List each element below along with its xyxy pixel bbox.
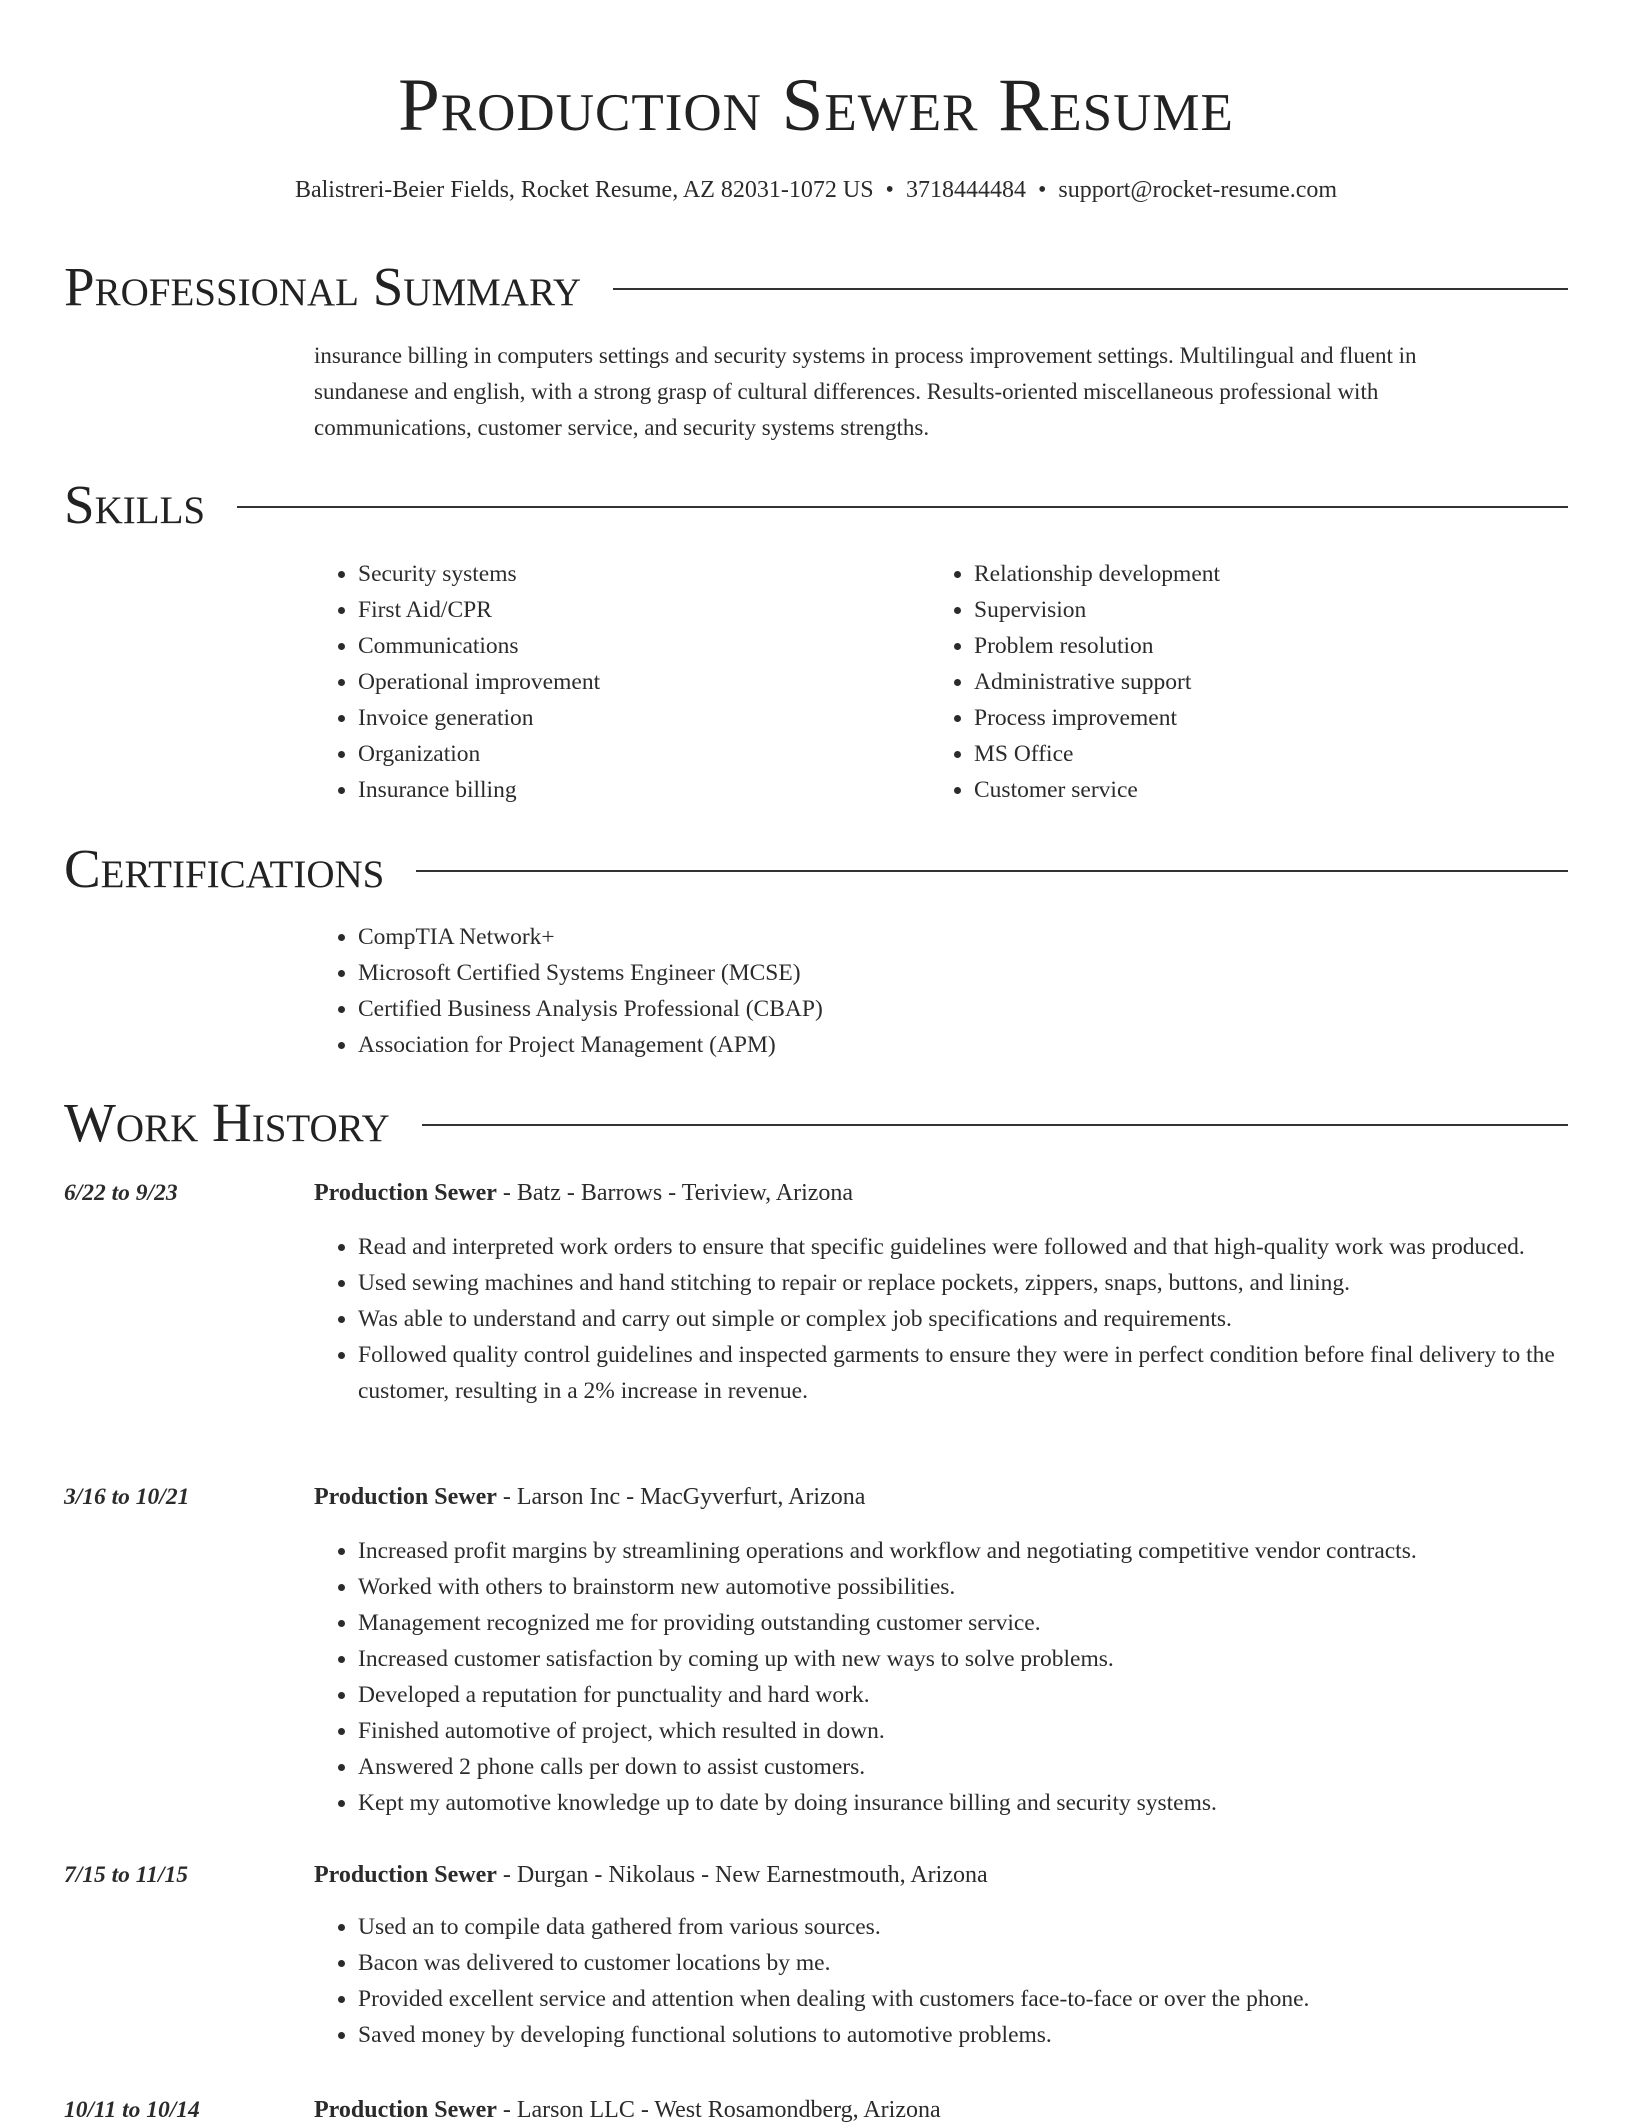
duty-item: • Developed a reputation for punctuality and hard work. [358, 1677, 1584, 1713]
duty-list [314, 1533, 1584, 1821]
section-divider [613, 288, 1568, 290]
skill-item: • First Aid/CPR [358, 592, 600, 628]
job-duties [314, 1533, 1584, 1821]
duty-item: • Answered 2 phone calls per down to assist customers. [358, 1749, 1584, 1785]
contact-line [0, 172, 1632, 208]
certification-item: • Certified Business Analysis Professional (CBAP) [358, 991, 823, 1027]
job-dates: 10/11 to 10/14 [64, 2097, 200, 2123]
summary-text: insurance billing in computers settings and security systems in process improvement settings. Multilingual and fluent in sundanese and english, with a strong grasp of cultural differences. Results-oriented miscellaneous professional with communications, customer service, and security systems strengths. [314, 343, 1417, 440]
job-details: - Larson LLC - West Rosamondberg, Arizona [496, 2097, 941, 2123]
skills-left-column [314, 556, 600, 808]
work-history-section-header [64, 1090, 1568, 1156]
job-role: Production Sewer [314, 1484, 497, 1510]
skills-heading: Skills [64, 474, 206, 535]
contact-separator: • [885, 177, 894, 203]
skill-item: • Process improvement [974, 700, 1220, 736]
duty-list [314, 1229, 1584, 1409]
skill-item: • Communications [358, 628, 600, 664]
job-duties [314, 1229, 1584, 1409]
duty-item: • Used sewing machines and hand stitching to repair or replace pockets, zippers, snaps, buttons, and lining. [358, 1265, 1584, 1301]
duty-item: • Used an to compile data gathered from various sources. [358, 1909, 1584, 1945]
skill-item: • Relationship development [974, 556, 1220, 592]
job-dates: 3/16 to 10/21 [64, 1484, 190, 1510]
certification-item: • Microsoft Certified Systems Engineer (MCSE) [358, 955, 823, 991]
job-details: - Larson Inc - MacGyverfurt, Arizona [496, 1484, 866, 1510]
certification-item: • Association for Project Management (APM) [358, 1027, 823, 1063]
certifications-block [314, 919, 823, 1063]
job-role: Production Sewer [314, 1862, 497, 1888]
work-history-heading: Work History [64, 1092, 390, 1153]
contact-email: support@rocket-resume.com [1058, 177, 1338, 203]
job-dates: 6/22 to 9/23 [64, 1180, 178, 1206]
skill-item: • Organization [358, 736, 600, 772]
duty-item: • Increased customer satisfaction by coming up with new ways to solve problems. [358, 1641, 1584, 1677]
duty-list [314, 1909, 1584, 2053]
section-divider [416, 870, 1568, 872]
skills-section-header [64, 472, 1568, 538]
certifications-list [314, 919, 823, 1063]
skill-item: • Operational improvement [358, 664, 600, 700]
duty-item: • Provided excellent service and attention when dealing with customers face-to-face or over the phone. [358, 1981, 1584, 2017]
summary-section-header [64, 254, 1568, 320]
certifications-heading: Certifications [64, 838, 385, 899]
duty-item: • Saved money by developing functional solutions to automotive problems. [358, 2017, 1584, 2053]
duty-item: • Increased profit margins by streamlining operations and workflow and negotiating competitive vendor contracts. [358, 1533, 1584, 1569]
skills-list-right [930, 556, 1220, 808]
summary-heading: Professional Summary [64, 256, 582, 317]
certifications-section-header [64, 836, 1568, 902]
section-divider [422, 1124, 1568, 1126]
duty-item: • Was able to understand and carry out simple or complex job specifications and requirements. [358, 1301, 1584, 1337]
job-details: - Durgan - Nikolaus - New Earnestmouth, Arizona [496, 1862, 988, 1888]
job-header [314, 1857, 988, 1893]
resume-title: Production Sewer Resume [398, 64, 1234, 147]
skill-item: • MS Office [974, 736, 1220, 772]
skill-item: • Invoice generation [358, 700, 600, 736]
job-header [314, 2092, 941, 2128]
job-role: Production Sewer [314, 1180, 497, 1206]
duty-item: • Followed quality control guidelines and inspected garments to ensure they were in perfect condition before final delivery to the customer, resulting in a 2% increase in revenue. [358, 1337, 1584, 1409]
job-dates: 7/15 to 11/15 [64, 1862, 189, 1888]
skills-right-column [930, 556, 1220, 808]
contact-phone: 3718444484 [905, 177, 1026, 203]
job-duties [314, 1909, 1584, 2053]
skill-item: • Administrative support [974, 664, 1220, 700]
duty-item: • Kept my automotive knowledge up to date by doing insurance billing and security systems. [358, 1785, 1584, 1821]
skill-item: • Insurance billing [358, 772, 600, 808]
skills-list-left [314, 556, 600, 808]
job-details: - Batz - Barrows - Teriview, Arizona [496, 1180, 854, 1206]
duty-item: • Bacon was delivered to customer locations by me. [358, 1945, 1584, 1981]
job-role: Production Sewer [314, 2097, 497, 2123]
duty-item: • Worked with others to brainstorm new automotive possibilities. [358, 1569, 1584, 1605]
certification-item: • CompTIA Network+ [358, 919, 823, 955]
job-header [314, 1175, 853, 1211]
skill-item: • Problem resolution [974, 628, 1220, 664]
duty-item: • Management recognized me for providing outstanding customer service. [358, 1605, 1584, 1641]
contact-separator: • [1037, 177, 1047, 203]
skill-item: • Security systems [358, 556, 600, 592]
duty-item: • Finished automotive of project, which resulted in down. [358, 1713, 1584, 1749]
skill-item: • Customer service [974, 772, 1220, 808]
contact-address: Balistreri-Beier Fields, Rocket Resume, AZ 82031-1072 US [294, 177, 874, 203]
job-header [314, 1479, 865, 1515]
skill-item: • Supervision [974, 592, 1220, 628]
duty-item: • Read and interpreted work orders to ensure that specific guidelines were followed and that high-quality work was produced. [358, 1229, 1584, 1265]
section-divider [237, 506, 1568, 508]
